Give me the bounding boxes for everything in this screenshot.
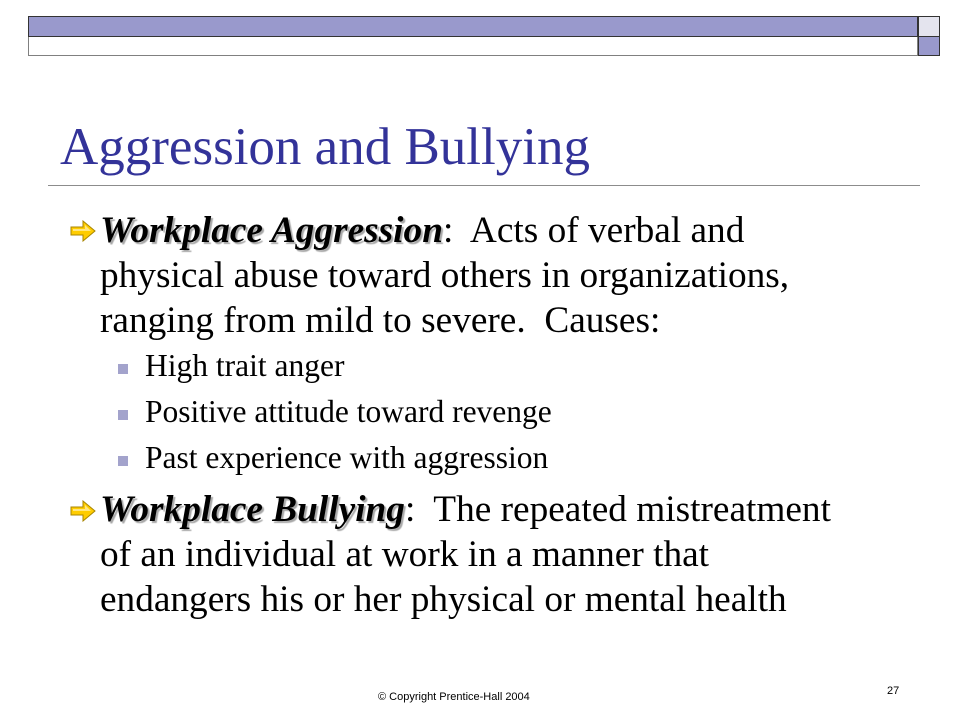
definition-workplace-bullying: : The repeated mistreatment of an individual at work in a manner that endangers his or her physical or mental health <box>100 489 841 620</box>
title-divider <box>48 185 920 186</box>
corner-square-top <box>918 16 940 37</box>
slide-title: Aggression and Bullying <box>60 118 590 176</box>
arrow-right-icon <box>70 220 96 242</box>
bullet-workplace-bullying <box>100 487 852 622</box>
header-band <box>28 37 918 56</box>
page-number: 27 <box>887 685 900 697</box>
arrow-right-icon <box>70 500 96 522</box>
copyright-footer: © Copyright Prentice-Hall 2004 <box>378 691 530 703</box>
square-bullet-icon <box>118 456 128 466</box>
sub-bullet-text: Positive attitude toward revenge <box>145 394 552 429</box>
causes-list <box>118 343 552 481</box>
sub-bullet-item <box>118 435 552 481</box>
sub-bullet-text: Past experience with aggression <box>145 440 549 475</box>
square-bullet-icon <box>118 364 128 374</box>
term-workplace-bullying: Workplace Bullying <box>100 489 405 530</box>
header-bar <box>28 16 918 37</box>
sub-bullet-item <box>118 343 552 389</box>
sub-bullet-item <box>118 389 552 435</box>
sub-bullet-text: High trait anger <box>145 348 345 383</box>
square-bullet-icon <box>118 410 128 420</box>
definition-workplace-aggression: : Acts of verbal and physical abuse toward others in organizations, ranging from mild to severe. Causes: <box>100 210 799 341</box>
term-workplace-aggression: Workplace Aggression <box>100 210 443 251</box>
corner-square-bottom <box>918 36 940 56</box>
bullet-workplace-aggression <box>100 208 852 343</box>
